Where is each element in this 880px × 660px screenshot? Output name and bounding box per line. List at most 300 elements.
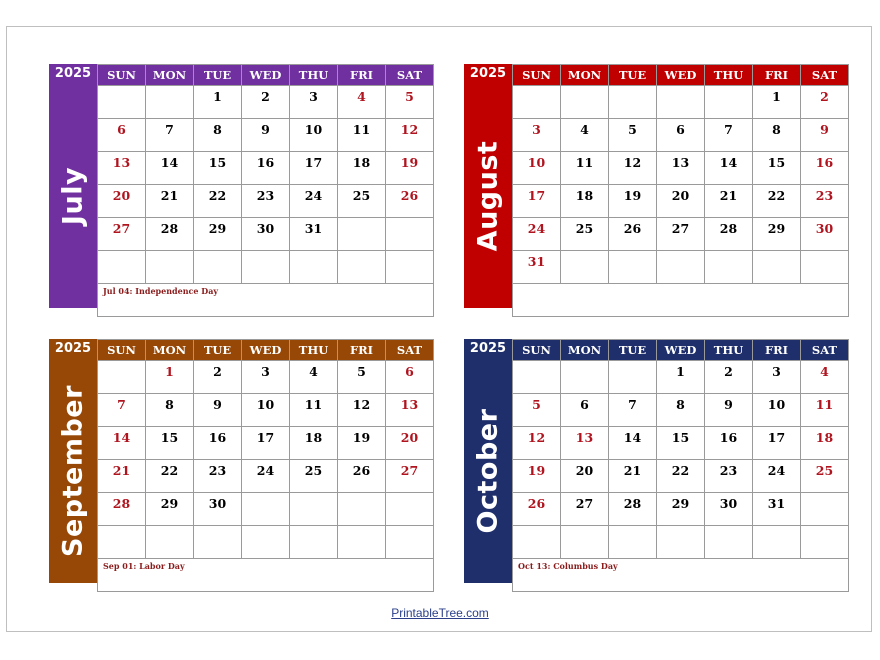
day-number: 30 [719, 496, 738, 511]
weekday-header: FRI [338, 340, 386, 361]
day-cell [801, 361, 849, 394]
day-number [753, 251, 800, 254]
day-cell [290, 86, 338, 119]
day-number: 13 [112, 155, 131, 170]
day-cell [753, 152, 801, 185]
day-number: 2 [261, 89, 270, 104]
day-number: 18 [304, 430, 323, 445]
month-calendar-september [49, 339, 434, 583]
month-sidebar [464, 64, 512, 308]
day-cell [513, 493, 561, 526]
day-number: 5 [405, 89, 414, 104]
weekday-header: SAT [386, 65, 434, 86]
day-number: 4 [357, 89, 366, 104]
day-number: 12 [527, 430, 546, 445]
day-number: 22 [160, 463, 179, 478]
week-row [513, 526, 849, 559]
day-number: 27 [671, 221, 690, 236]
day-number [290, 493, 337, 496]
day-number: 22 [767, 188, 786, 203]
day-cell [242, 526, 290, 559]
day-number: 24 [767, 463, 786, 478]
weekday-header: THU [290, 65, 338, 86]
day-cell [386, 119, 434, 152]
month-calendar-october [464, 339, 849, 583]
day-cell [98, 251, 146, 284]
holiday-note: Jul 04: Independence Day [103, 286, 219, 296]
day-cell [705, 526, 753, 559]
day-number [242, 251, 289, 254]
day-cell [513, 86, 561, 119]
day-number [801, 251, 848, 254]
day-number: 28 [623, 496, 642, 511]
day-cell [513, 427, 561, 460]
day-cell [98, 526, 146, 559]
month-sidebar [49, 339, 97, 583]
day-number: 25 [815, 463, 834, 478]
day-number: 6 [676, 122, 685, 137]
day-number [386, 251, 433, 254]
day-number: 18 [352, 155, 371, 170]
day-number: 15 [160, 430, 179, 445]
day-cell [386, 526, 434, 559]
day-cell [801, 152, 849, 185]
weekday-header: WED [657, 65, 705, 86]
day-cell [338, 394, 386, 427]
day-number: 6 [580, 397, 589, 412]
weekday-header: TUE [609, 65, 657, 86]
day-cell [753, 218, 801, 251]
week-row [98, 218, 434, 251]
day-cell [146, 460, 194, 493]
week-row [98, 427, 434, 460]
day-number: 22 [671, 463, 690, 478]
day-number: 20 [400, 430, 419, 445]
day-number: 7 [117, 397, 126, 412]
day-cell [194, 218, 242, 251]
day-number: 17 [767, 430, 786, 445]
day-number [290, 251, 337, 254]
day-cell [98, 493, 146, 526]
day-number: 30 [208, 496, 227, 511]
day-cell [801, 526, 849, 559]
holiday-note: Sep 01: Labor Day [103, 561, 185, 571]
holiday-note: Oct 13: Columbus Day [518, 561, 618, 571]
day-cell [609, 152, 657, 185]
day-number: 17 [304, 155, 323, 170]
month-name: September [57, 385, 89, 557]
day-cell [290, 218, 338, 251]
day-cell [242, 394, 290, 427]
day-number: 16 [719, 430, 738, 445]
weekday-header: MON [561, 340, 609, 361]
day-number: 20 [575, 463, 594, 478]
day-number: 8 [772, 122, 781, 137]
week-row [513, 152, 849, 185]
weekday-header-row [98, 340, 434, 361]
month-calendar-july [49, 64, 434, 308]
day-number: 31 [527, 254, 546, 269]
day-number: 25 [304, 463, 323, 478]
day-cell [657, 152, 705, 185]
day-number: 5 [532, 397, 541, 412]
day-number [657, 526, 704, 529]
day-number: 1 [676, 364, 685, 379]
footer-link[interactable]: PrintableTree.com [391, 606, 489, 620]
day-cell [290, 394, 338, 427]
day-cell [513, 526, 561, 559]
day-cell [242, 251, 290, 284]
day-cell [194, 251, 242, 284]
weekday-header: THU [705, 340, 753, 361]
day-number: 7 [724, 122, 733, 137]
week-row [98, 361, 434, 394]
day-number [801, 526, 848, 529]
day-cell [657, 218, 705, 251]
month-grid [97, 64, 434, 317]
holiday-note-cell [513, 284, 849, 317]
day-cell [338, 493, 386, 526]
day-number: 23 [256, 188, 275, 203]
week-row [98, 185, 434, 218]
day-cell [98, 152, 146, 185]
week-row [513, 251, 849, 284]
day-number: 31 [767, 496, 786, 511]
week-row [98, 86, 434, 119]
weekday-header-row [513, 65, 849, 86]
day-number: 28 [719, 221, 738, 236]
weekday-header: MON [146, 65, 194, 86]
day-cell [609, 218, 657, 251]
day-cell [657, 427, 705, 460]
day-number: 14 [160, 155, 179, 170]
day-cell [386, 185, 434, 218]
day-number: 3 [309, 89, 318, 104]
day-cell [753, 394, 801, 427]
day-cell [290, 493, 338, 526]
week-row [98, 251, 434, 284]
day-number: 12 [623, 155, 642, 170]
day-cell [705, 218, 753, 251]
day-number: 11 [815, 397, 834, 412]
day-number: 26 [527, 496, 546, 511]
day-number [98, 361, 145, 364]
day-cell [194, 119, 242, 152]
day-number [753, 526, 800, 529]
weekday-header: TUE [609, 340, 657, 361]
day-number: 6 [405, 364, 414, 379]
day-cell [561, 427, 609, 460]
day-cell [801, 460, 849, 493]
day-number: 6 [117, 122, 126, 137]
day-cell [657, 251, 705, 284]
day-number: 5 [628, 122, 637, 137]
day-number: 13 [671, 155, 690, 170]
day-cell [609, 185, 657, 218]
day-number [801, 493, 848, 496]
day-cell [242, 361, 290, 394]
day-number: 19 [352, 430, 371, 445]
day-number: 28 [160, 221, 179, 236]
day-number: 26 [400, 188, 419, 203]
day-cell [290, 119, 338, 152]
day-number [561, 86, 608, 89]
month-name: October [472, 408, 504, 534]
month-calendar-august [464, 64, 849, 308]
day-number: 30 [815, 221, 834, 236]
day-cell [194, 427, 242, 460]
day-cell [386, 460, 434, 493]
weekday-header: THU [705, 65, 753, 86]
weekday-header: SUN [513, 340, 561, 361]
day-cell [146, 86, 194, 119]
day-number: 14 [112, 430, 131, 445]
day-cell [753, 251, 801, 284]
weekday-header: SAT [801, 340, 849, 361]
weekday-header: FRI [338, 65, 386, 86]
weekday-header-row [513, 340, 849, 361]
week-row [513, 493, 849, 526]
day-cell [609, 86, 657, 119]
day-cell [657, 86, 705, 119]
day-number [561, 361, 608, 364]
week-row [513, 218, 849, 251]
day-number: 16 [256, 155, 275, 170]
month-name: August [472, 140, 504, 252]
day-cell [561, 460, 609, 493]
weekday-header: TUE [194, 340, 242, 361]
day-number: 18 [575, 188, 594, 203]
day-number [561, 526, 608, 529]
day-number [146, 251, 193, 254]
day-cell [753, 119, 801, 152]
day-cell [801, 427, 849, 460]
day-cell [753, 427, 801, 460]
day-number: 29 [767, 221, 786, 236]
day-cell [338, 218, 386, 251]
day-cell [753, 185, 801, 218]
weekday-header: TUE [194, 65, 242, 86]
day-number: 3 [532, 122, 541, 137]
day-number: 12 [400, 122, 419, 137]
day-cell [513, 185, 561, 218]
day-number: 25 [575, 221, 594, 236]
day-cell [513, 251, 561, 284]
week-row [513, 86, 849, 119]
day-cell [705, 119, 753, 152]
day-number [561, 251, 608, 254]
week-row [513, 361, 849, 394]
holiday-note-cell [98, 559, 434, 592]
day-cell [290, 251, 338, 284]
day-number [146, 526, 193, 529]
day-cell [609, 526, 657, 559]
day-cell [513, 361, 561, 394]
day-number: 29 [160, 496, 179, 511]
day-number: 8 [165, 397, 174, 412]
day-number: 1 [772, 89, 781, 104]
day-number: 1 [165, 364, 174, 379]
day-cell [338, 526, 386, 559]
day-number [513, 361, 560, 364]
day-number [513, 526, 560, 529]
day-cell [290, 361, 338, 394]
day-cell [705, 361, 753, 394]
day-number: 4 [820, 364, 829, 379]
day-cell [338, 427, 386, 460]
weekday-header: WED [657, 340, 705, 361]
day-number: 19 [400, 155, 419, 170]
day-number: 15 [671, 430, 690, 445]
day-cell [98, 86, 146, 119]
day-number [194, 251, 241, 254]
month-grid [512, 339, 849, 592]
day-number [657, 86, 704, 89]
day-cell [705, 86, 753, 119]
day-number: 12 [352, 397, 371, 412]
month-name: July [57, 166, 89, 226]
day-cell [146, 493, 194, 526]
day-number [242, 526, 289, 529]
day-cell [513, 394, 561, 427]
day-cell [657, 185, 705, 218]
day-number: 11 [575, 155, 594, 170]
day-cell [290, 526, 338, 559]
day-cell [338, 119, 386, 152]
weekday-header: FRI [753, 65, 801, 86]
day-number [705, 526, 752, 529]
day-cell [609, 394, 657, 427]
day-cell [705, 185, 753, 218]
day-cell [386, 361, 434, 394]
day-number: 2 [820, 89, 829, 104]
day-cell [242, 460, 290, 493]
week-row [513, 460, 849, 493]
day-cell [194, 86, 242, 119]
day-number: 10 [256, 397, 275, 412]
day-cell [98, 218, 146, 251]
day-cell [386, 152, 434, 185]
day-cell [338, 361, 386, 394]
day-cell [561, 394, 609, 427]
month-band [49, 84, 97, 308]
day-cell [194, 152, 242, 185]
weekday-header: MON [561, 65, 609, 86]
day-number [98, 251, 145, 254]
day-number: 4 [309, 364, 318, 379]
day-number: 4 [580, 122, 589, 137]
day-cell [242, 493, 290, 526]
day-number [338, 218, 385, 221]
day-cell [146, 526, 194, 559]
day-number: 24 [256, 463, 275, 478]
day-cell [386, 251, 434, 284]
day-number: 20 [112, 188, 131, 203]
day-number: 16 [815, 155, 834, 170]
day-cell [98, 119, 146, 152]
month-band [49, 359, 97, 583]
day-number: 23 [815, 188, 834, 203]
week-row [513, 394, 849, 427]
day-number: 1 [213, 89, 222, 104]
day-number: 20 [671, 188, 690, 203]
day-number [98, 526, 145, 529]
day-cell [657, 119, 705, 152]
day-cell [98, 460, 146, 493]
weekday-header: WED [242, 340, 290, 361]
day-number: 15 [208, 155, 227, 170]
day-cell [609, 251, 657, 284]
weekday-header: SAT [386, 340, 434, 361]
day-cell [338, 460, 386, 493]
year-label: 2025 [464, 339, 512, 359]
day-number: 28 [112, 496, 131, 511]
day-number: 27 [400, 463, 419, 478]
day-cell [609, 493, 657, 526]
day-cell [194, 460, 242, 493]
day-number: 14 [719, 155, 738, 170]
day-cell [242, 427, 290, 460]
day-cell [753, 460, 801, 493]
day-number [657, 251, 704, 254]
day-number: 22 [208, 188, 227, 203]
day-cell [705, 394, 753, 427]
week-row [98, 394, 434, 427]
day-cell [801, 394, 849, 427]
day-cell [561, 526, 609, 559]
day-cell [609, 460, 657, 493]
day-cell [146, 185, 194, 218]
weekday-header: THU [290, 340, 338, 361]
day-number: 15 [767, 155, 786, 170]
day-cell [801, 86, 849, 119]
day-cell [561, 493, 609, 526]
month-band [464, 359, 512, 583]
weekday-header: SUN [513, 65, 561, 86]
day-cell [242, 218, 290, 251]
day-number: 27 [575, 496, 594, 511]
day-number [609, 361, 656, 364]
day-cell [609, 427, 657, 460]
day-number [609, 526, 656, 529]
day-cell [242, 185, 290, 218]
day-cell [338, 185, 386, 218]
day-number [290, 526, 337, 529]
weekday-header: FRI [753, 340, 801, 361]
day-cell [513, 119, 561, 152]
day-number: 23 [719, 463, 738, 478]
day-number [338, 526, 385, 529]
day-number: 11 [352, 122, 371, 137]
day-cell [338, 251, 386, 284]
day-number: 13 [575, 430, 594, 445]
year-label: 2025 [49, 339, 97, 359]
day-number [705, 86, 752, 89]
day-number: 9 [724, 397, 733, 412]
day-number: 8 [213, 122, 222, 137]
day-number: 31 [304, 221, 323, 236]
day-cell [513, 460, 561, 493]
day-cell [513, 152, 561, 185]
holiday-note-cell [513, 559, 849, 592]
weekday-header: MON [146, 340, 194, 361]
day-cell [146, 152, 194, 185]
day-number: 10 [527, 155, 546, 170]
day-number [705, 251, 752, 254]
day-cell [801, 493, 849, 526]
day-cell [561, 218, 609, 251]
week-row [98, 152, 434, 185]
